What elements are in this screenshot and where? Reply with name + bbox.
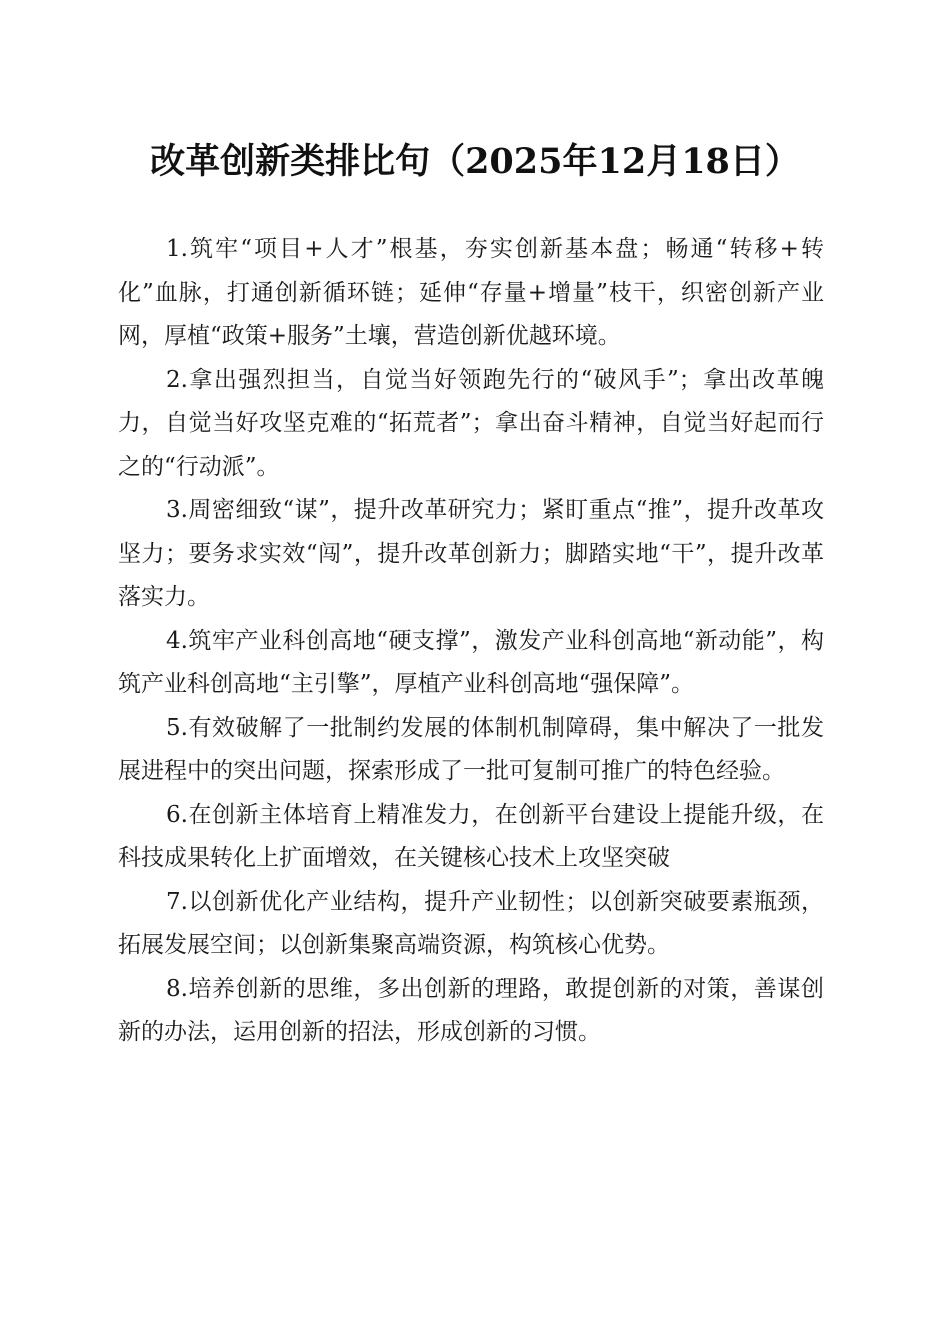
document-body [118,228,824,1055]
paragraph-8: 8.培养创新的思维，多出创新的理路，敢提创新的对策，善谋创新的办法，运用创新的招法，形成创新的习惯。 [118,975,824,1045]
paragraph-4: 4.筑牢产业科创高地“硬支撑”，激发产业科创高地“新动能”，构筑产业科创高地“主引擎”，厚植产业科创高地“强保障”。 [118,627,824,697]
paragraph-3: 3.周密细致“谋”，提升改革研究力；紧盯重点“推”，提升改革攻坚力；要务求实效“闯”，提升改革创新力；脚踏实地“干”，提升改革落实力。 [118,497,824,610]
paragraph-2: 2.拿出强烈担当，自觉当好领跑先行的“破风手”；拿出改革魄力，自觉当好攻坚克难的“拓荒者”；拿出奋斗精神，自觉当好起而行之的“行动派”。 [118,366,824,480]
paragraph-1: 1.筑牢“项目+人才”根基，夯实创新基本盘；畅通“转移+转化”血脉，打通创新循环链；延伸“存量+增量”枝干，织密创新产业网，厚植“政策+服务”土壤，营造创新优越环境。 [118,236,824,349]
paragraph-7: 7.以创新优化产业结构，提升产业韧性；以创新突破要素瓶颈，拓展发展空间；以创新集聚高端资源，构筑核心优势。 [118,888,824,958]
paragraph-6: 6.在创新主体培育上精准发力，在创新平台建设上提能升级，在科技成果转化上扩面增效，在关键核心技术上攻坚突破 [118,801,824,871]
paragraph-5: 5.有效破解了一批制约发展的体制机制障碍，集中解决了一批发展进程中的突出问题，探索形成了一批可复制可推广的特色经验。 [118,714,824,784]
document-title: 改革创新类排比句（2025年12月18日） [150,141,800,182]
